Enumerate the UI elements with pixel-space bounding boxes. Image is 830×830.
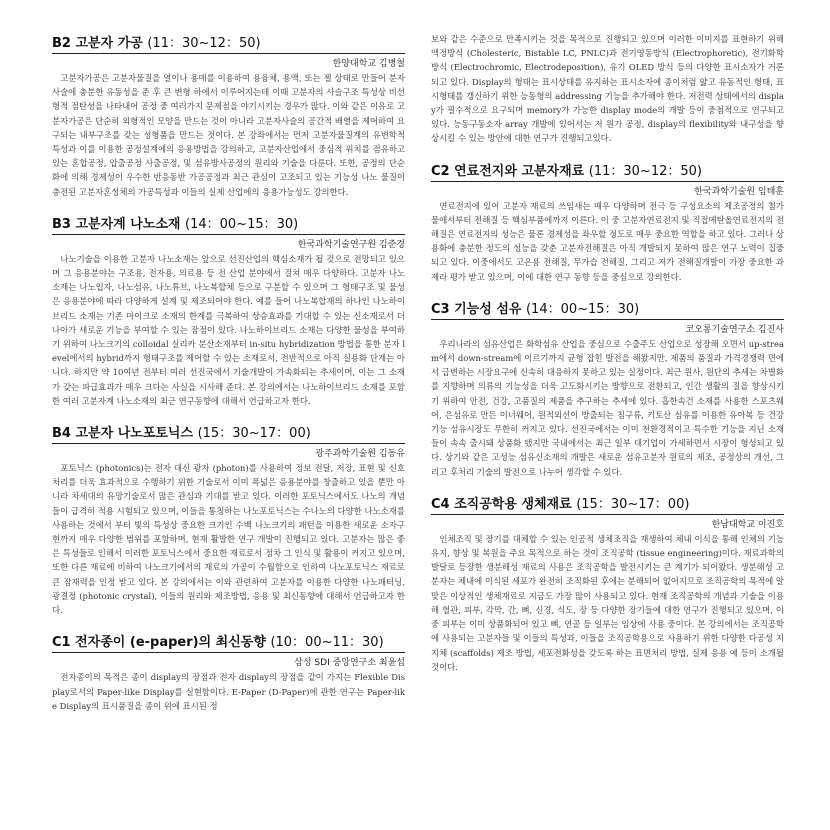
- section-author: 한국과학기술원 임태훈: [694, 186, 784, 197]
- section-code: C2: [431, 163, 450, 179]
- section-body: 연료전지에 있어 고분자 재료의 쓰임새는 매우 다양하며 전극 등 구성요소의 제조공정의 첨가물에서부터 전해질 등 핵심부품에까지 이른다. 이 중 고분자연료전지 및 직접메탄올연료전지의 전해질은 연료전지의 성능은 물론 경제성을 좌우할 정도로 매우 중요한 역할을 하고 있다. 그러나 상용화에 충분한 정도의 성능을 갖춘 고분자전해질은 아직 개발되지 못하여 많은 연구 노력이 집중되고 있다. 이중에서도 고온용 전해질, 무가습 전해질, 그리고 저가 전해질개발이 가장 중요한 과제라 평가 받고 있으며, 이에 대한 연구 동향 등을 중심으로 강의한다.: [431, 200, 784, 282]
- section-body: 우리나라의 섬유산업은 화학섬유 산업을 중심으로 수출주도 산업으로 성장해 오면서 up-stream에서 down-stream에 이르기까지 균형 잡힌 발전을 해왔지만, 제품의 품질과 가격경쟁력 면에서 급변하는 시장요구에 신속히 대응하지 못하고 있는 실정이다. 최근 원사, 원단의 추세는 차별화를 지향하며 의류의 기능성을 더욱 고도화시키는 방향으로 전환되고, 인간 생활의 질을 향상시키기 위하여 안전, 건강, 고품질의 제품을 추구하는 추세에 있다. 흡한속건 소재를 사용한 스포츠웨어, 은섬유로 만든 이너웨어, 원적외선이 방출되는 침구류, 키토산 섬유를 이용한 유아복 등 건강기능 섬유시장도 무한히 커지고 있다. 선진국에서는 이미 천환경적이고 특수한 기능을 지닌 소재들이 속속 출시돼 상품화 됐지만 국내에서는 최근 일부 대기업이 가세하면서 시장이 형성되고 있다. 상기와 같은 고성능 섬유신소재의 개발은 새로운 섬유고분자 원료의 제조, 공정상의 개선, 그리고 후처리 기술의 발전으로 나누어 생각할 수 있다.: [431, 338, 785, 477]
- section-title: [52, 422, 405, 444]
- section-author: 한양대학교 김병철: [332, 59, 405, 69]
- section-body: 전자종이의 목적은 종이 display의 장점과 전자 display의 장점을 같이 가지는 Flexible Display로서의 Paper-like Display를 실현함이다. E-Paper (D-Paper)에 관한 연구는 Paper-like Display의 표시품질을 종이 위에 표시된 정: [52, 672, 405, 711]
- section-title: [431, 298, 784, 320]
- section-code: B3: [52, 216, 71, 232]
- section-c1-continued: [431, 32, 784, 146]
- section-title-text: 연료전지와 고분자재료: [454, 163, 585, 179]
- section-b4: [52, 422, 405, 617]
- section-author: 한국과학기술연구원 김준경: [297, 239, 405, 250]
- section-body: 고분자가공은 고분자물질을 열이나 용매를 이용하여 용융체, 용액, 또는 젤 상태로 만들어 분자사슬에 충분한 유동성을 준 후 큰 변형 하에서 이루어지는데 이때 고분자의 사슬구조 특성상 비선형적 점탄성을 나타내어 공정 중 여러가지 문제점을 야기시키는 경우가 많다. 이와 같은 이유로 고분자가공은 단순히 외형적인 모양을 만드는 것이 아니라 고분자사슬의 공간적 배열을 제어하여 요구되는 내부구조를 갖는 성형품을 만드는 것이다. 본 강좌에서는 먼저 고분자물질계의 유변학적 특성과 이를 이용한 공정설계에의 응용방법을 강의하고, 고분자산업에서 중심적 위치를 점유하고 있는 혼합공정, 압출공정 사출공정, 및 섬유방사공정의 원리와 기술을 다룬다. 또한, 공정의 단순화에 의해 경제성이 우수한 반응동반 가공공정과 최근 관심이 고조되고 있는 기능성 나노 물질이 충전된 고분자혼성체의 가공특성과 이들의 실제 산업에의 응용가능성도 강의한다.: [52, 73, 405, 197]
- section-time: (15：30~17：00): [576, 496, 690, 512]
- section-author: 삼성 SDI 중앙연구소 최윤섭: [294, 658, 405, 669]
- section-title-text: 기능성 섬유: [454, 301, 522, 317]
- section-title-text: 조직공학용 생체재료: [454, 496, 572, 512]
- section-c1: [52, 631, 405, 713]
- section-c2: [431, 160, 784, 284]
- section-title-text: 고분자계 나노소재: [75, 216, 181, 232]
- section-title: [52, 213, 405, 235]
- section-c3: [431, 298, 784, 479]
- section-c4: [431, 493, 784, 674]
- right-column: [431, 32, 784, 830]
- section-time: (11：30~12：50): [588, 163, 702, 179]
- section-code: C4: [431, 496, 450, 512]
- section-time: (10：00~11：30): [270, 635, 384, 651]
- section-title-text: 고분자 가공: [75, 36, 143, 51]
- section-title-text: 전자종이 (e-paper)의 최신동향: [75, 635, 266, 651]
- section-code: C3: [431, 301, 450, 317]
- section-author: 한남대학교 이진호: [711, 519, 784, 530]
- section-b2: [52, 32, 405, 199]
- section-code: B4: [52, 426, 71, 442]
- section-b3: [52, 213, 405, 408]
- section-time: (14：00~15：30): [525, 301, 640, 317]
- left-column: [52, 32, 405, 830]
- section-author: 코오롱기술연구소 김진사: [685, 324, 784, 335]
- section-code: B2: [52, 36, 71, 51]
- section-body: 나노기술을 이용한 고분자 나노소재는 앞으로 선진산업의 핵심소재가 될 것으로 전망되고 있으며 그 응용분야는 구조용, 전자용, 의료용 등 전 산업 분야에서 걸쳐 매우 다양하다. 고분자 나노 소재는 나노입자, 나노섬유, 나노튜브, 나노복합체 등으로 구분할 수 있으며 그 형태구조 및 물성은 응용분야에 따라 다양하게 설계 및 제조되어야 한다. 예를 들어 나노복합재의 하나인 나노하이브리드 소재는 기존 마이크로 소재의 한계를 극복하여 상승효과를 기대할 수 있는 신소재로서 더 나아가 새로운 기능을 부여할 수 있는 잠점이 있다. 나노하이브리드 소재는 다양한 물성을 부여하기 위하여 나노크기의 colloidal 실리카 분산소재부터 in-situ hybridization 방법을 통한 분자 level에서의 hybrid까지 형태구조를 제어할 수 있는 소재로서, 전반적으로 아직 실용화 단계는 아니다. 하지만 약 10여년 전부터 여러 선진국에서 기술개발이 가속화되는 추세이며, 이는 그 소재가 갖는 파급효과가 매우 크다는 사실을 시사해 준다. 본 강의에서는 나노하이브리드 소재를 포함한 여러 고분자계 나노소재의 최근 연구동향에 대해서 언급하고자 한다.: [52, 253, 405, 406]
- section-title: [52, 631, 405, 653]
- section-title: [52, 32, 405, 54]
- section-body-continued: 보와 같은 수준으로 만족시키는 것을 목적으로 진행되고 있으며 이러한 이미지를 표현하기 위해 액정방식 (Cholesteric, Bistable LC, PNLC)과 전기영동방식 (Electrophoretic), 전기화학방식 (Electrochromic, Electrodeposition), 유기 OLED 방식 등의 다양한 표시소자가 거론되고 있다. Display의 형태는 표시상태를 유지하는 표시소자에 종이처럼 얇고 유동적인 형태, 표시형태를 갱신하기 위한 능동형의 addressing 기능을 추가해야 한다. 저전력 상태에서의 display가 필수적으로 요구되며 memory가 가능한 display mode의 개발 등이 중점적으로 연구되고 있다. 능동구동소자 array 개발에 있어서는 저 원가 공정, display의 flexibility와 내구성을 향상시킬 수 있는 방안에 대한 연구가 진행되고있다.: [431, 34, 784, 144]
- section-body: 인체조직 및 장기를 대체할 수 있는 인공적 생체조직을 재생하여 체내 이식을 통해 인체의 기능 유지, 향상 및 복원을 주요 목적으로 하는 것이 조직공학 (tissue engineering)이다. 재료과학의 발달로 등장한 생분해성 재료의 사용은 조직공학을 발전시키는 큰 계기가 되어왔다. 생분해성 고분자는 체내에 이식된 세포가 완전히 조직화된 후에는 분해되어 없어지므로 조직공학의 목적에 알맞은 이상적인 생체재료로 지금도 가장 많이 사용되고 있다. 현재 조직공학의 개념과 기술을 이용해 혈관, 피부, 각막, 간, 뼈, 신경, 식도, 장 등 다양한 장기들에 대한 연구가 진행되고 있으며, 이중 피부는 이미 상품화되어 있고 뼈, 연골 등 일부는 임상에 사용 중이다. 본 강의에서는 조직공학에 사용되는 고분자들 및 이들의 특성과, 이들을 조직공학용으로 사용하기 위한 다양한 다공성 지지체 (scaffolds) 제조 방법, 세포전화성을 갖도록 하는 표면처리 방법, 실제 응용 예 등이 소개될 것이다.: [431, 533, 784, 672]
- section-time: (15：30~17：00): [197, 426, 311, 442]
- section-body: 포토닉스 (photonics)는 전자 대신 광자 (photon)를 사용하여 정보 전달, 저장, 표현 및 신호처리를 더욱 효과적으로 수행하기 위한 기술로서 이미 폭넓은 응용분야를 창출하고 있을 뿐만 아니라 차세대의 유망기술로서 많은 관심과 기대를 받고 있다. 이러한 포토닉스에서도 나노의 개념들이 급격히 적용 시험되고 있으며, 이들을 통칭하는 나노포토닉스는 수나노의 다양한 나노소재를 사용하는 것에서 부터 빛의 특성상 중요한 크기인 수백 나노크기의 패턴을 이용한 새로운 소자구현까지 매우 다양한 범위를 포함하며, 현재 활발한 연구 개발이 진행되고 있다. 고분자는 많은 좋은 특성들로 인해서 이러한 포토닉스에서 중요한 재료로서 점차 그 인식 및 활용이 커지고 있으며, 또한 다른 재료에 비하여 나노크기에서의 재료의 가공이 수월함으로 인하여 나노포토닉스 재료로 큰 잠재력을 인정 받고 있다. 본 강의에서는 이와 관련하여 고분자를 이용한 다양한 나노패터닝, 광결정 (photonic crystal), 이들의 원리와 제조방법, 응용 및 최신동향에 대해서 언급하고자 한다.: [52, 463, 406, 616]
- section-author: 광주과학기술원 김동유: [315, 449, 405, 460]
- section-time: (11：30~12：50): [147, 36, 261, 51]
- section-title: [431, 493, 784, 515]
- section-code: C1: [52, 635, 71, 651]
- section-time: (14：00~15：30): [185, 216, 299, 232]
- section-title: [431, 160, 784, 182]
- section-title-text: 고분자 나노포토닉스: [75, 426, 194, 442]
